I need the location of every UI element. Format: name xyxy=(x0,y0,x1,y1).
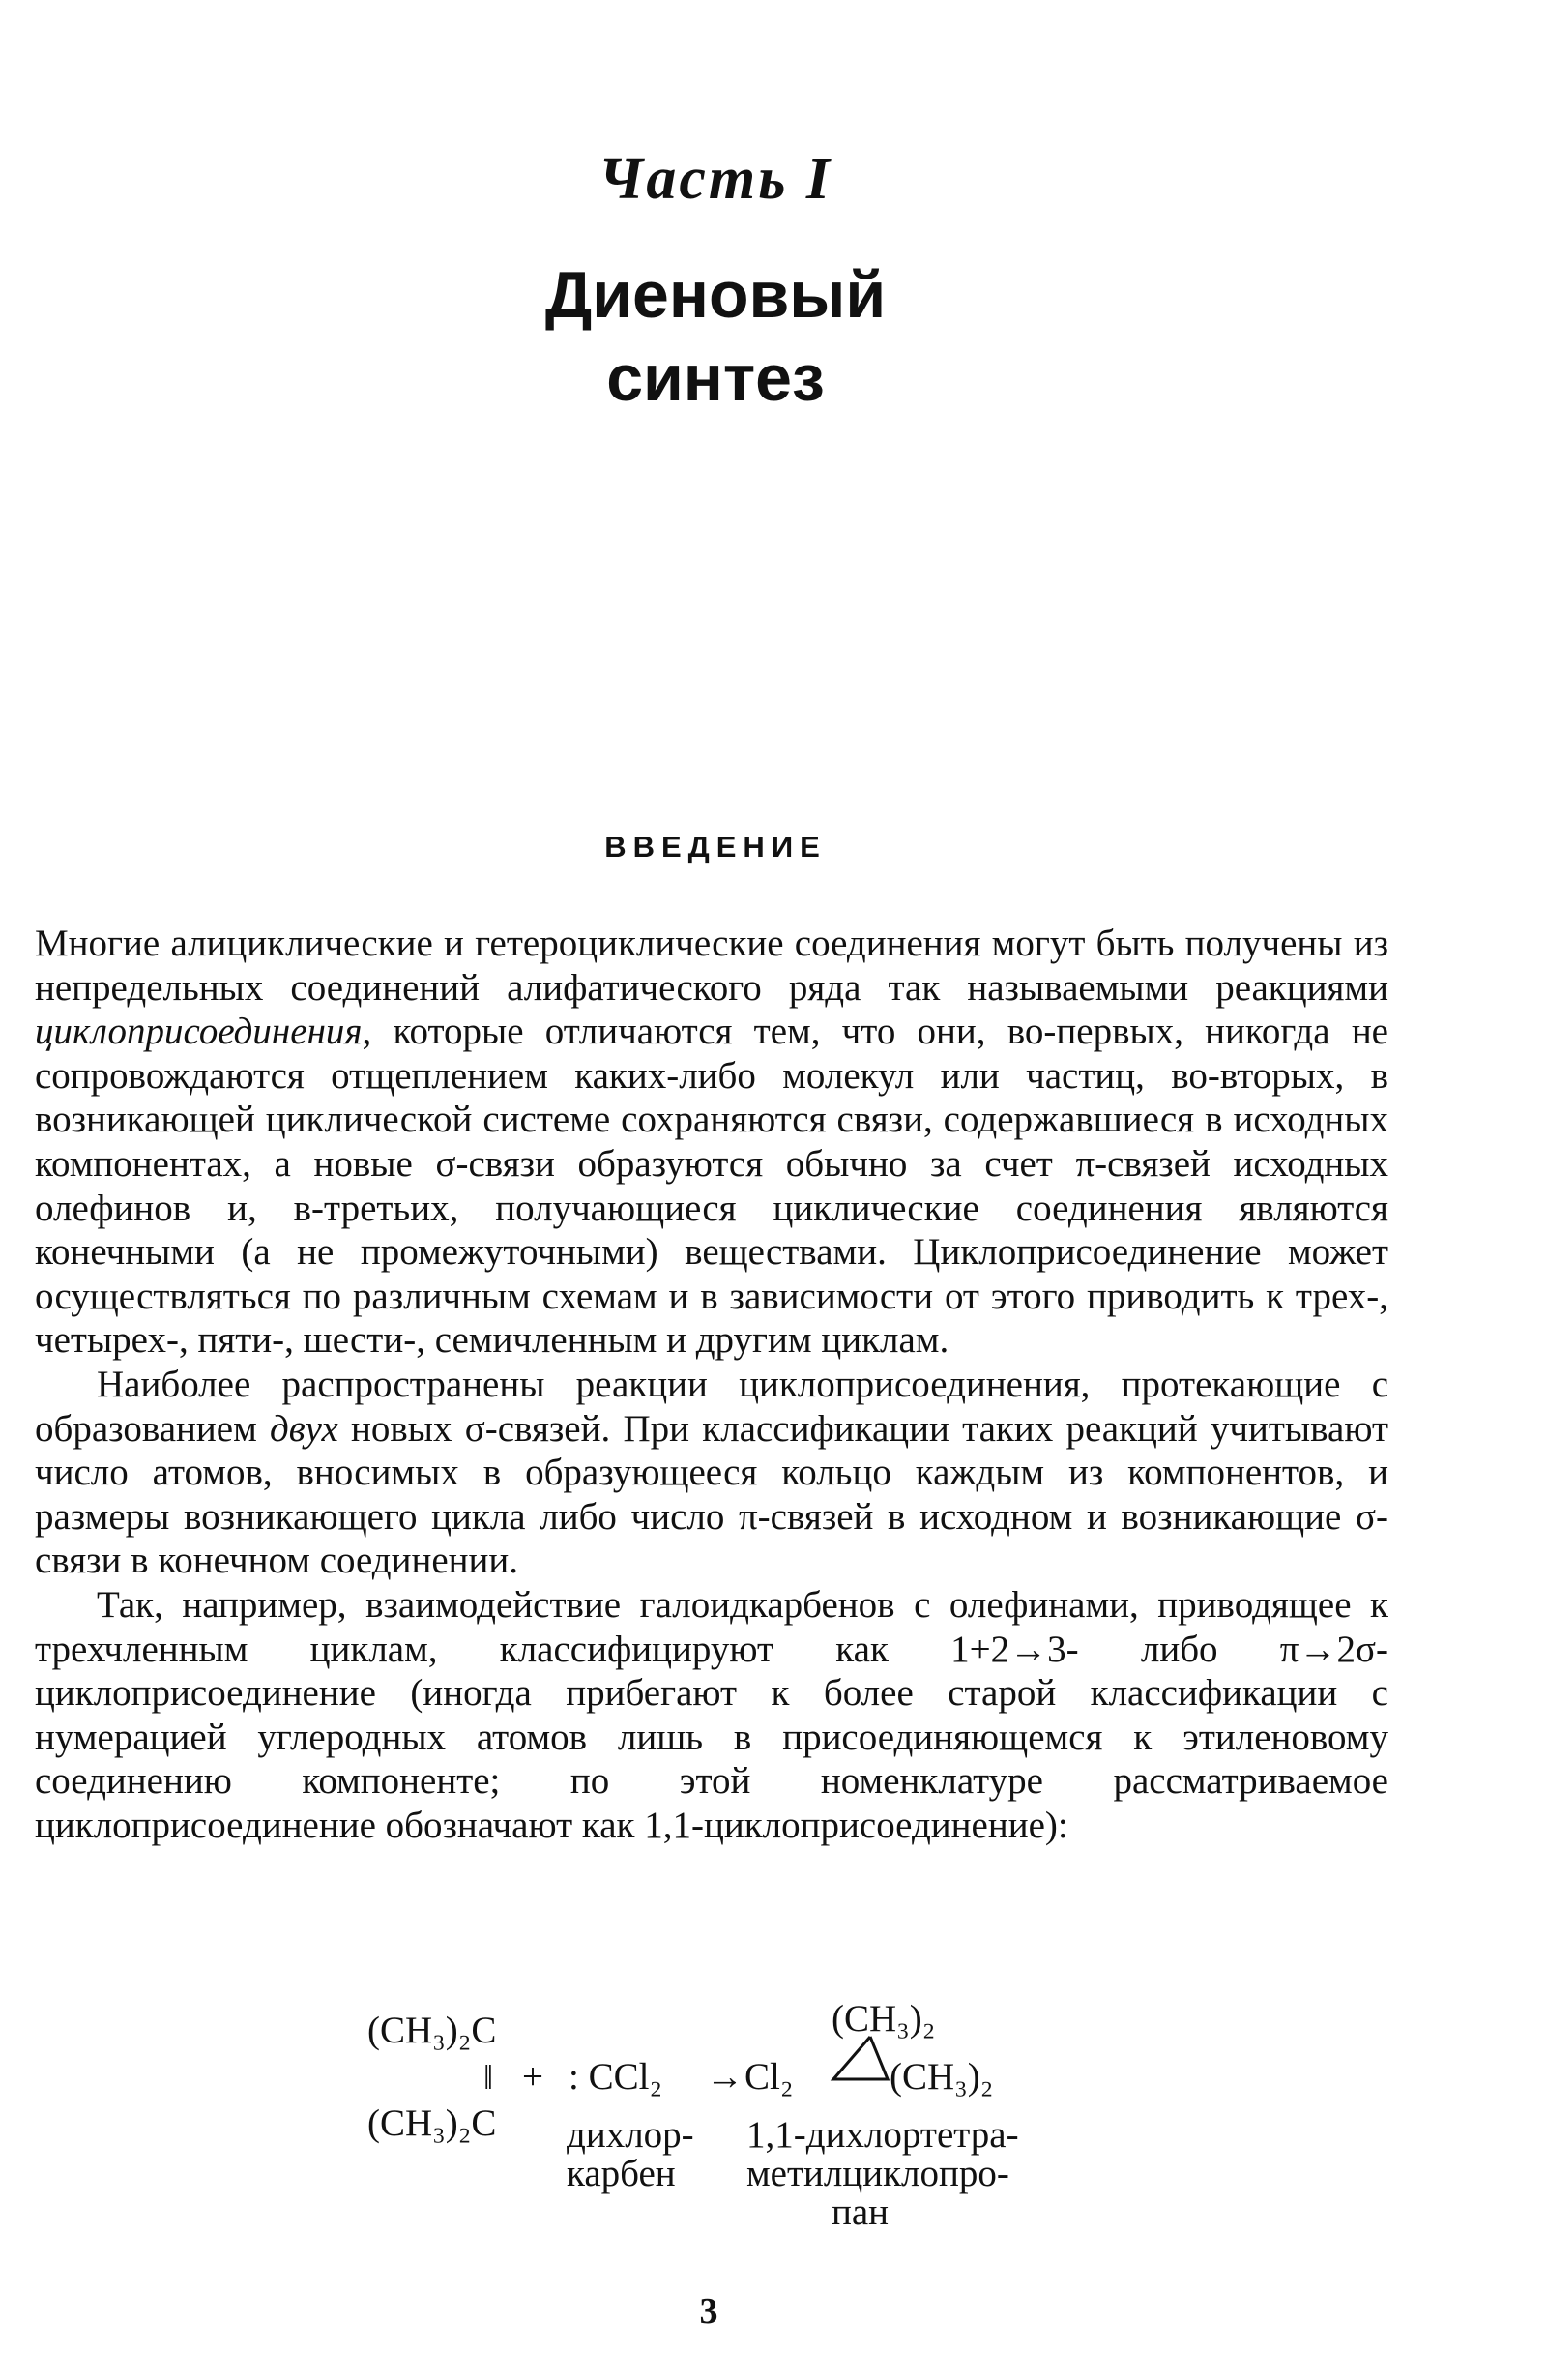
product-name-line-2: метилциклопро- xyxy=(746,2153,1009,2194)
paragraph-1 xyxy=(35,922,1388,1363)
reaction-arrow: → xyxy=(706,2056,744,2098)
cyclopropane-ring-bonds xyxy=(833,2037,888,2079)
paragraph-2-text-a: Наиболее распространены реакции циклоприсоединения, протекающие с образованием xyxy=(35,1363,1388,1450)
dichlorocarbene-formula: : CCl₂ xyxy=(569,2056,663,2098)
body-text xyxy=(35,922,1388,1847)
plus-sign: + xyxy=(522,2056,543,2098)
product-right-methyl-group: (CH₃)₂ xyxy=(890,2056,994,2098)
page-number: 3 xyxy=(699,2291,718,2332)
paragraph-1-text-a: Многие алициклические и гетероциклические соединения могут быть получены из непредельных соединений алифатического ряда так называемыми реакциями xyxy=(35,923,1388,1009)
paragraph-2-text-b: новых σ-связей. При классификации таких реакций учитывают число атомов, вносимых в образующееся кольцо каждым из компонентов, и размеры возникающего цикла либо число π-связей в исходном и возникающие σ-связи в конечном соединении. xyxy=(35,1407,1388,1582)
paragraph-1-term: циклоприсоединения xyxy=(35,1011,363,1053)
part-title-line-1: Диеновый xyxy=(544,258,887,332)
double-bond-symbol: ‖ xyxy=(483,2058,494,2097)
paragraph-3: Так, например, взаимодействие галоидкарбенов с олефинами, приводящее к трехчленным циклам, классифицируют как 1+2→3- либо π→2σ-циклоприсоединение (иногда прибегают к более старой классификации с нумерацией углеродных атомов лишь в присоединяющемся к этиленовому соединению компоненте; по этой номенклатуре рассматриваемое циклоприсоединение обозначают как 1,1-циклоприсоединение): xyxy=(35,1583,1388,1846)
reagent-name-line-2: карбен xyxy=(567,2153,676,2194)
product-name-line-3: пан xyxy=(832,2191,890,2233)
product-top-methyl-group: (CH₃)₂ xyxy=(832,1998,936,2040)
paragraph-2-term: двух xyxy=(270,1407,338,1450)
product-chlorine: Cl₂ xyxy=(744,2056,794,2098)
reaction-scheme xyxy=(348,2000,1122,2271)
part-title xyxy=(0,253,1431,420)
reactant-top-group: (CH₃)₂C xyxy=(367,2010,497,2051)
part-label: Часть I xyxy=(598,146,833,212)
section-heading: ВВЕДЕНИЕ xyxy=(604,830,827,864)
paragraph-2 xyxy=(35,1363,1388,1583)
part-title-line-2: синтез xyxy=(606,341,825,415)
product-name-line-1: 1,1-дихлортетра- xyxy=(746,2114,1019,2156)
reactant-bottom-group: (CH₃)₂C xyxy=(367,2102,497,2144)
paragraph-1-text-b: , которые отличаются тем, что они, во-первых, никогда не сопровождаются отщеплением каких-либо молекул или частиц, во-вторых, в возникающей циклической системе сохраняются связи, содержавшиеся в исходных компонентах, а новые σ-связи образуются обычно за счет π-связей исходных олефинов и, в-третьих, получающиеся циклические соединения являются конечными (а не промежуточными) веществами. Циклоприсоединение может осуществляться по различным схемам и в зависимости от этого приводить к трех-, четырех-, пяти-, шести-, семичленным и другим циклам. xyxy=(35,1011,1388,1362)
reagent-name-line-1: дихлор- xyxy=(567,2114,694,2156)
